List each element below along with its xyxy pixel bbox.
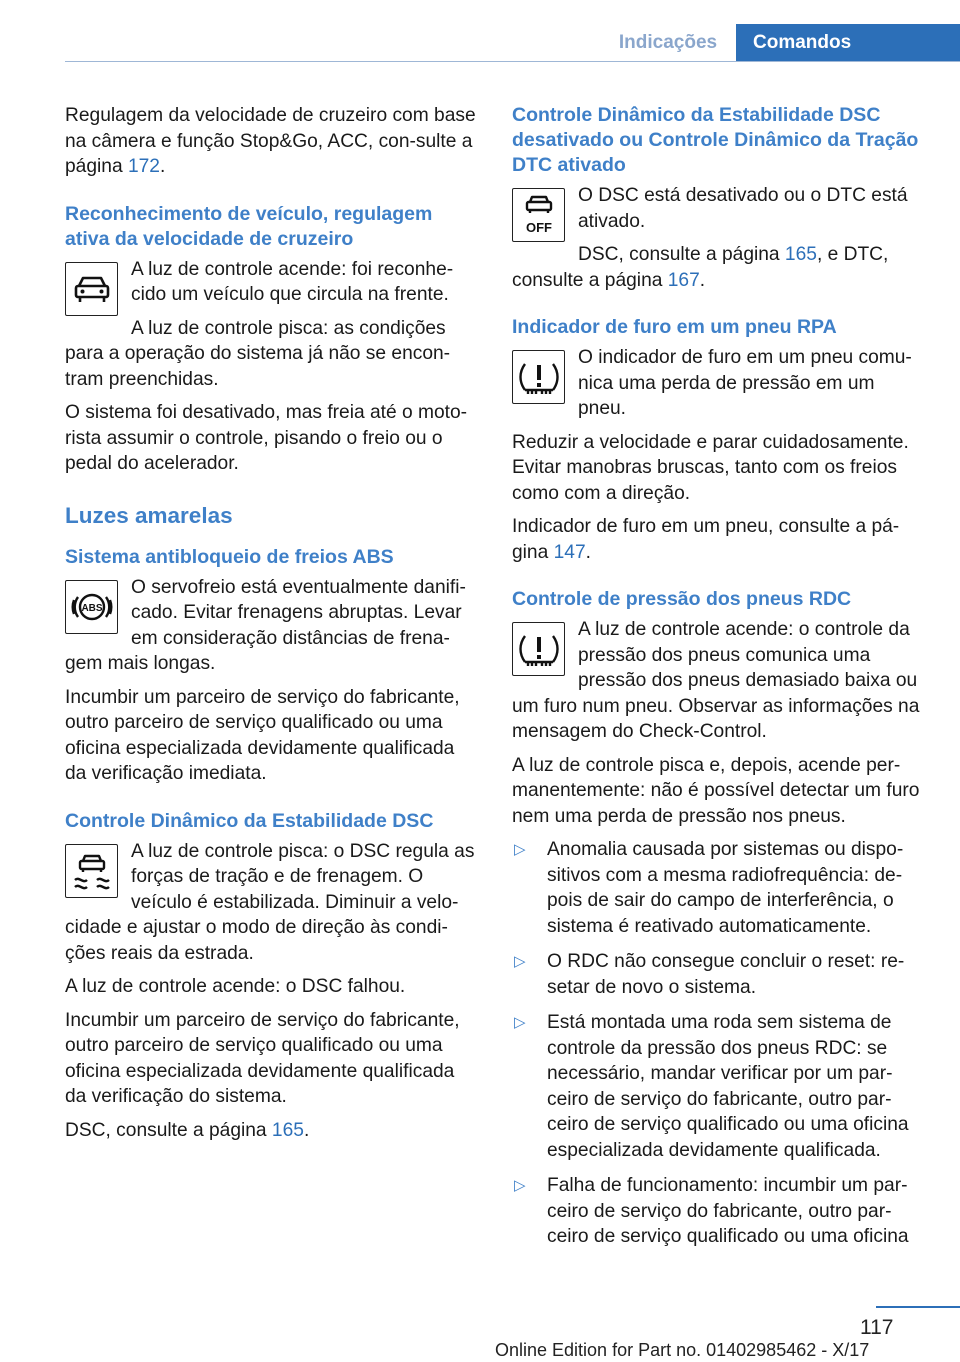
vehicle-text-1: A luz de controle acende: foi reconhe‐cido um veículo que circula na frente. bbox=[131, 258, 454, 305]
heading-rpa: Indicador de furo em um pneu RPA bbox=[512, 316, 837, 338]
vehicle-text-3: O sistema foi desativado, mas freia até o moto‐rista assumir o controle, pisando o freio ou o pedal do acelerador. bbox=[65, 402, 468, 474]
svg-text:OFF: OFF bbox=[525, 220, 552, 235]
dsc-icon bbox=[65, 844, 118, 898]
heading-abs: Sistema antibloqueio de freios ABS bbox=[65, 545, 394, 568]
bullet-arrow-icon: ▷ bbox=[514, 1014, 526, 1031]
right-column bbox=[512, 103, 927, 1260]
tab-comandos[interactable]: Comandos bbox=[736, 24, 960, 62]
abs-text-2: Incumbir um parceiro de serviço do fabricante, outro parceiro de serviço qualificado ou uma oficina especializada devidamente qualificada da verificação imediata. bbox=[65, 686, 460, 784]
list-item: ▷ Anomalia causada por sistemas ou dispo‐sitivos com a mesma radiofrequência: de‐pois de sair do campo de interferência, o sistema é reativado automaticamente. bbox=[514, 839, 904, 937]
rpa-text-1: O indicador de furo em um pneu comu‐nica uma perda de pressão em um pneu. bbox=[578, 347, 912, 419]
page-link-167[interactable]: 167 bbox=[667, 269, 700, 291]
rpa-text-2: Reduzir a velocidade e parar cuidadosamente. Evitar manobras bruscas, tanto com os freios como com a direção. bbox=[512, 431, 909, 504]
dsc-off-reference: DSC, consulte a página 165, e DTC, consulte a página 167. bbox=[512, 244, 889, 291]
dsc-text-1: A luz de controle pisca: o DSC regula as forças de tração e de frenagem. O veículo é estabilizada. Diminuir a velo‐cidade e ajustar o modo de direção às condi‐ções reais da estrada. bbox=[65, 840, 475, 964]
list-item: ▷ Está montada uma roda sem sistema de controle da pressão dos pneus RDC: se necessário, mandar verificar por um par‐ceiro de serviço do fabricante, outro par‐ceiro de serviço qualificado ou uma oficina especializada devidamente qualificada. bbox=[514, 1012, 909, 1161]
acc-reference: Regulagem da velocidade de cruzeiro com base na câmera e função Stop&Go, ACC, con‐sulte a página 172. bbox=[65, 105, 476, 177]
dsc-text-2: A luz de controle acende: o DSC falhou. bbox=[65, 976, 406, 997]
heading-yellow-lights: Luzes amarelas bbox=[65, 502, 233, 528]
tire-warning-icon bbox=[512, 350, 565, 404]
header-rule bbox=[65, 61, 960, 62]
page-header bbox=[0, 24, 960, 62]
dsc-off-icon bbox=[512, 188, 565, 242]
footer-rule bbox=[876, 1306, 960, 1308]
bullet-arrow-icon: ▷ bbox=[514, 953, 526, 970]
abs-text-1: O servofreio está eventualmente danifi‐cado. Evitar frenagens abruptas. Levar em consideração distâncias de frena‐gem mais longas. bbox=[65, 576, 466, 674]
heading-dsc: Controle Dinâmico da Estabilidade DSC bbox=[65, 809, 434, 832]
vehicle-detected-icon bbox=[65, 262, 118, 316]
rdc-bullet-list bbox=[512, 837, 927, 1250]
tab-indicacoes[interactable]: Indicações bbox=[618, 32, 718, 53]
rdc-text-1: A luz de controle acende: o controle da pressão dos pneus comunica uma pressão dos pneus demasiado baixa ou um furo num pneu. Observar as informações na mensagem do Check-Control. bbox=[512, 619, 920, 742]
bullet-arrow-icon: ▷ bbox=[514, 1177, 526, 1194]
tire-pressure-icon bbox=[512, 622, 565, 676]
page-link-165[interactable]: 165 bbox=[271, 1119, 304, 1141]
edition-footer: Online Edition for Part no. 01402985462 - X/17 bbox=[495, 1340, 870, 1360]
list-item: ▷ Falha de funcionamento: incumbir um par‐ceiro de serviço do fabricante, outro par‐ceiro de serviço qualificado ou uma oficina bbox=[514, 1175, 909, 1247]
dsc-reference: DSC, consulte a página 165. bbox=[65, 1119, 310, 1141]
dsc-off-text-1: O DSC está desativado ou o DTC está ativado. bbox=[578, 185, 908, 232]
bullet-arrow-icon: ▷ bbox=[514, 841, 526, 858]
svg-text:ABS: ABS bbox=[80, 602, 103, 614]
page-number: 117 bbox=[860, 1316, 894, 1339]
heading-dsc-off: Controle Dinâmico da Estabilidade DSC desativado ou Controle Dinâmico da Tração DTC ativado bbox=[512, 104, 919, 176]
vehicle-text-2: A luz de controle pisca: as condições para a operação do sistema já não se encon‐tram preenchidas. bbox=[65, 317, 451, 390]
page-link-147[interactable]: 147 bbox=[553, 541, 586, 563]
abs-icon bbox=[65, 580, 118, 634]
rpa-reference: Indicador de furo em um pneu, consulte a pá‐gina 147. bbox=[512, 516, 900, 563]
rdc-text-2: A luz de controle pisca e, depois, acende per‐manentemente: não é possível detectar um furo nem uma perda de pressão nos pneus. bbox=[512, 754, 920, 827]
left-column bbox=[65, 103, 480, 1151]
heading-rdc: Controle de pressão dos pneus RDC bbox=[512, 588, 852, 610]
heading-vehicle-detection: Reconhecimento de veículo, regulagem ativa da velocidade de cruzeiro bbox=[65, 202, 433, 250]
page-link-172[interactable]: 172 bbox=[127, 156, 160, 177]
page-link-165[interactable]: 165 bbox=[784, 244, 817, 265]
dsc-text-3: Incumbir um parceiro de serviço do fabricante, outro parceiro de serviço qualificado ou uma oficina especializada devidamente qualificada da verificação do sistema. bbox=[65, 1009, 460, 1107]
list-item: ▷ O RDC não consegue concluir o reset: re‐setar de novo o sistema. bbox=[514, 951, 905, 998]
